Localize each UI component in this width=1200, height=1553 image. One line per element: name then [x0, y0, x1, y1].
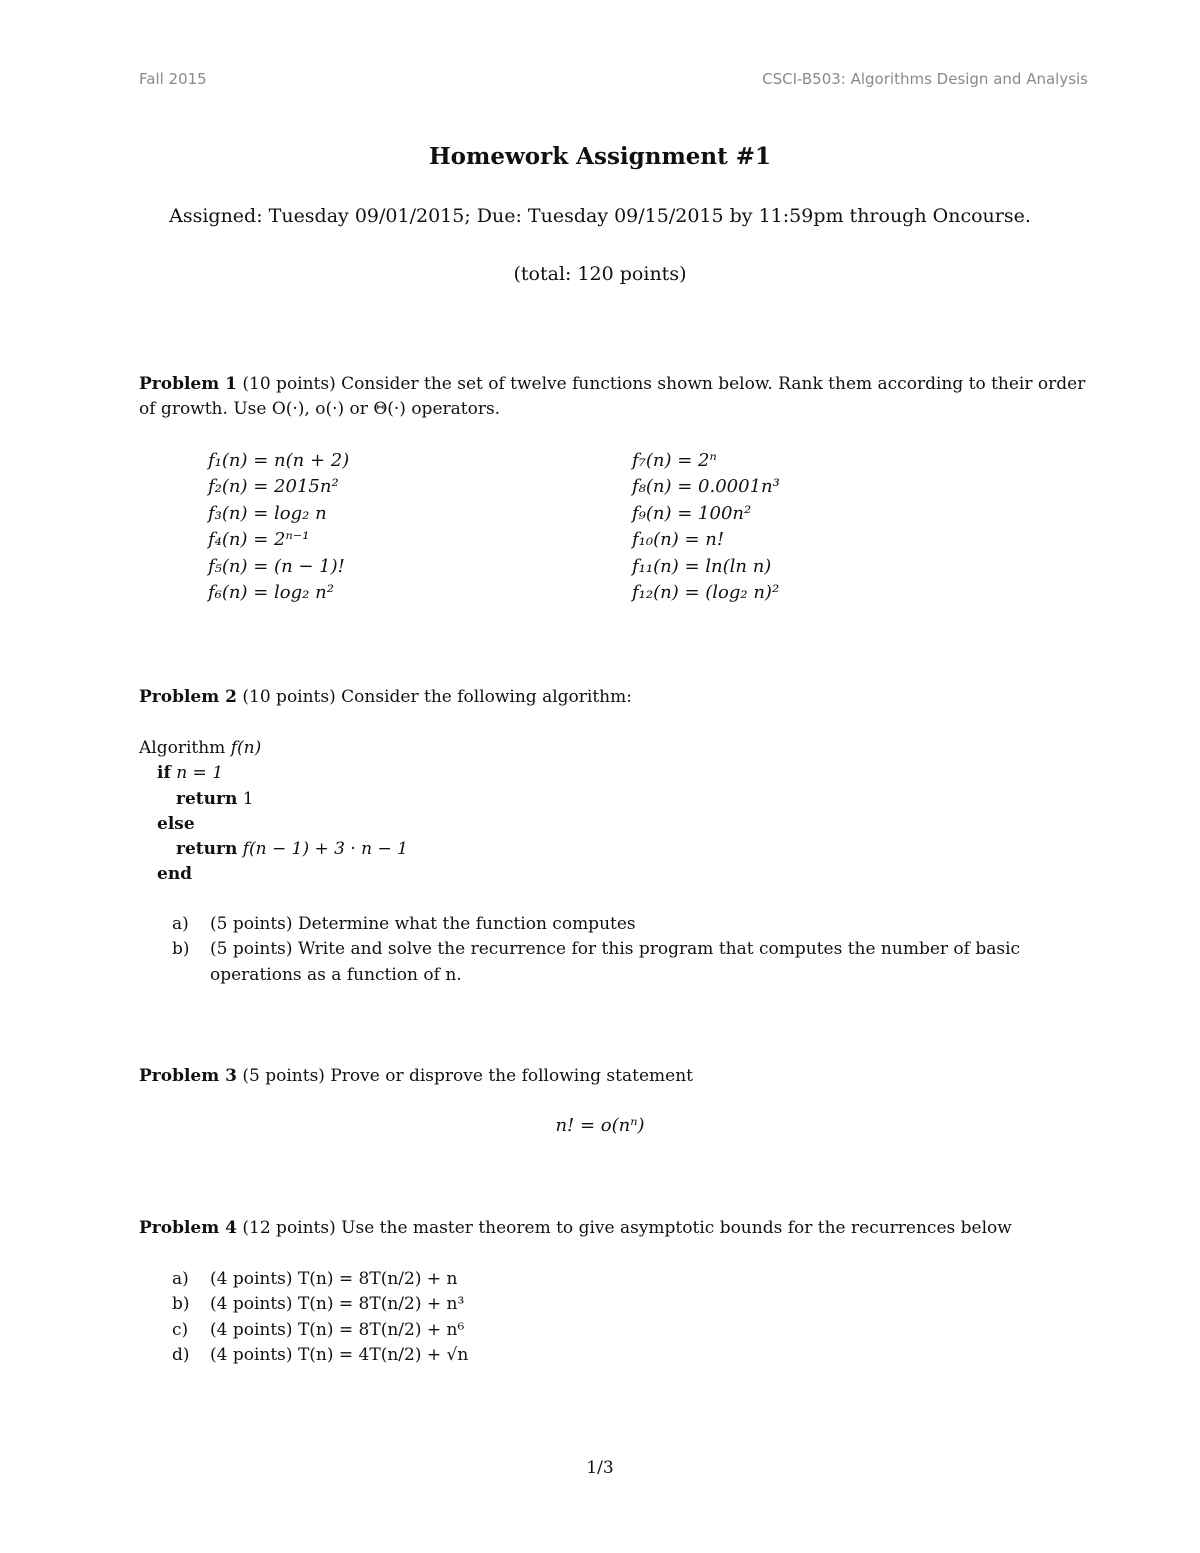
algorithm-return-1-line: [139, 787, 408, 812]
keyword-end: end: [157, 864, 193, 885]
part-label: b): [172, 939, 190, 960]
function-f2: f₂(n) = 2015n²: [208, 476, 339, 498]
keyword-if: if: [157, 763, 171, 784]
problem-4-parts: [172, 1267, 1094, 1368]
problem-4-points: (12 points): [242, 1218, 336, 1238]
problem-3-body: Prove or disprove the following statement: [330, 1066, 693, 1086]
part-label: a): [172, 1269, 189, 1289]
problem-2-part-a: [172, 912, 1094, 937]
problem-4-part-d: [172, 1343, 1094, 1368]
keyword-return: return: [176, 788, 238, 809]
function-f5: f₅(n) = (n − 1)!: [208, 555, 345, 577]
part-text: (4 points) T(n) = 8T(n/2) + n: [210, 1269, 458, 1289]
part-label: a): [172, 914, 189, 934]
function-f11: f₁₁(n) = ln(ln n): [632, 555, 772, 577]
problem-1-points: (10 points): [242, 374, 336, 394]
problem-2-label: Problem 2: [139, 687, 237, 707]
problem-4-label: Problem 4: [139, 1218, 237, 1238]
part-label: d): [172, 1344, 190, 1365]
if-condition: n = 1: [176, 763, 224, 784]
problem-2-points: (10 points): [242, 687, 336, 707]
algorithm-block: [139, 736, 408, 888]
function-f3: f₃(n) = log₂ n: [208, 502, 327, 524]
part-text: (5 points) Write and solve the recurrence for this program that computes the number of basic operations as a function of n.: [210, 939, 1021, 985]
part-text: (4 points) T(n) = 8T(n/2) + n³: [210, 1294, 465, 1315]
total-points: (total: 120 points): [513, 263, 687, 285]
return-value-2: f(n − 1) + 3 · n − 1: [242, 839, 408, 860]
function-f10: f₁₀(n) = n!: [632, 529, 725, 551]
part-label: c): [172, 1319, 189, 1340]
page-title: Homework Assignment #1: [428, 143, 772, 170]
return-value-1: 1: [242, 788, 254, 809]
algorithm-else-line: [139, 812, 408, 837]
problem-2-text: [139, 685, 1094, 710]
functions-left-column: [208, 448, 349, 606]
keyword-return: return: [176, 839, 238, 860]
header-left: Fall 2015: [139, 70, 207, 88]
problem-2-parts: [172, 912, 1094, 988]
problem-3-text: [139, 1064, 1094, 1089]
problem-3-points: (5 points): [242, 1066, 325, 1086]
problem-4-part-a: [172, 1267, 1094, 1292]
problem-4-body: Use the master theorem to give asymptotic bounds for the recurrences below: [341, 1218, 1012, 1238]
part-text: (4 points) T(n) = 4T(n/2) + √n: [210, 1344, 469, 1365]
function-f12: f₁₂(n) = (log₂ n)²: [632, 582, 780, 604]
header-right: CSCI-B503: Algorithms Design and Analysis: [762, 70, 1088, 88]
function-f4: f₄(n) = 2ⁿ⁻¹: [208, 529, 310, 551]
function-f1: f₁(n) = n(n + 2): [208, 450, 350, 471]
part-label: b): [172, 1294, 190, 1315]
algorithm-if-line: [139, 761, 408, 786]
function-f6: f₆(n) = log₂ n²: [208, 582, 334, 604]
function-f7: f₇(n) = 2ⁿ: [632, 450, 717, 471]
algorithm-end-line: [139, 862, 408, 887]
assigned-line: Assigned: Tuesday 09/01/2015; Due: Tuesday 09/15/2015 by 11:59pm through Oncourse.: [169, 205, 1031, 227]
function-f9: f₉(n) = 100n²: [632, 502, 752, 524]
keyword-else: else: [157, 813, 195, 834]
problem-1-label: Problem 1: [139, 374, 237, 394]
part-text: (5 points) Determine what the function computes: [210, 914, 636, 934]
problem-1-body: Consider the set of twelve functions shown below. Rank them according to their order of growth. Use O(·), o(·) or Θ(·) operators.: [139, 374, 1086, 419]
functions-right-column: [632, 448, 780, 606]
problem-2-part-b: [172, 937, 1094, 988]
function-f8: f₈(n) = 0.0001n³: [632, 476, 780, 498]
algorithm-word: Algorithm: [139, 738, 226, 758]
problem-3-label: Problem 3: [139, 1066, 237, 1086]
problem-1-text: [139, 372, 1094, 422]
algorithm-header: [139, 736, 408, 761]
problem-2-body: Consider the following algorithm:: [341, 687, 632, 707]
algorithm-signature: f(n): [230, 738, 262, 758]
problem-4-text: [139, 1216, 1094, 1241]
part-text: (4 points) T(n) = 8T(n/2) + n⁶: [210, 1319, 465, 1340]
problem-3-statement: n! = o(nⁿ): [555, 1115, 645, 1136]
problem-4-part-b: [172, 1292, 1094, 1317]
problem-4-part-c: [172, 1318, 1094, 1343]
algorithm-return-2-line: [139, 837, 408, 862]
page-number: 1/3: [586, 1458, 614, 1478]
